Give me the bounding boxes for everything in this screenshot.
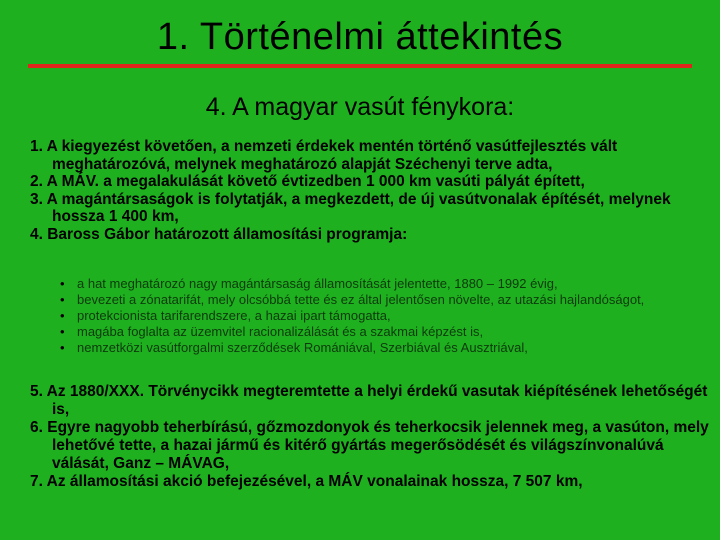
point-3: 3. A magántársaságok is folytatják, a megkezdett, de új vasútvonalak építését, melynek hossza 1 400 km, bbox=[30, 190, 671, 225]
bullet-item bbox=[60, 308, 710, 324]
bullet-item bbox=[60, 292, 710, 308]
bullet-item bbox=[60, 324, 710, 340]
numbered-points bbox=[20, 138, 710, 243]
bullet-dot-icon: • bbox=[60, 308, 65, 323]
title-underline bbox=[28, 64, 692, 68]
slide-title: 1. Történelmi áttekintés bbox=[156, 16, 564, 58]
point-7: 7. Az államosítási akció befejezésével, a MÁV vonalainak hossza, 7 507 km, bbox=[30, 473, 583, 490]
bullet-text: a hat meghatározó nagy magántársaság államosítását jelentette, 1880 – 1992 évig, bbox=[77, 276, 558, 291]
bullet-text: magába foglalta az üzemvitel racionalizálását és a szakmai képzést is, bbox=[77, 324, 484, 339]
point-6: 6. Egyre nagyobb teherbírású, gőzmozdonyok és teherkocsik jelennek meg, a vasúton, mely lehetővé tette, a hazai jármű és kitérő gyártás megerősödését és világszínvonalúvá válását, Ganz – MÁVAG, bbox=[30, 419, 709, 472]
numbered-points-continued bbox=[20, 383, 710, 491]
bullet-text: nemzetközi vasútforgalmi szerződések Romániával, Szerbiával és Ausztriával, bbox=[77, 340, 528, 355]
bullet-dot-icon: • bbox=[60, 324, 65, 339]
bullet-text: bevezeti a zónatarifát, mely olcsóbbá tette és ez által jelentősen növelte, az utazási hajlandóságot, bbox=[77, 292, 645, 307]
bullet-dot-icon: • bbox=[60, 292, 65, 307]
point-2: 2. A MÁV. a megalakulását követő évtizedben 1 000 km vasúti pályát épített, bbox=[30, 173, 585, 190]
bullet-text: protekcionista tarifarendszere, a hazai ipart támogatta, bbox=[77, 308, 391, 323]
bullet-item bbox=[60, 340, 710, 356]
bullet-dot-icon: • bbox=[60, 340, 65, 355]
slide-subtitle: 4. A magyar vasút fénykora: bbox=[205, 93, 515, 121]
point-1: 1. A kiegyezést követően, a nemzeti érdekek mentén történő vasútfejlesztés vált meghatározóvá, melynek meghatározó alapját Széchenyi terve adta, bbox=[30, 138, 618, 173]
bullet-item bbox=[60, 276, 710, 292]
point-5: 5. Az 1880/XXX. Törvénycikk megteremtette a helyi érdekű vasutak kiépítésének lehetőségét is, bbox=[30, 383, 708, 418]
bullet-dot-icon: • bbox=[60, 276, 65, 291]
point-4: 4. Baross Gábor határozott államosítási programja: bbox=[30, 225, 408, 243]
baross-program-bullets bbox=[60, 276, 710, 356]
